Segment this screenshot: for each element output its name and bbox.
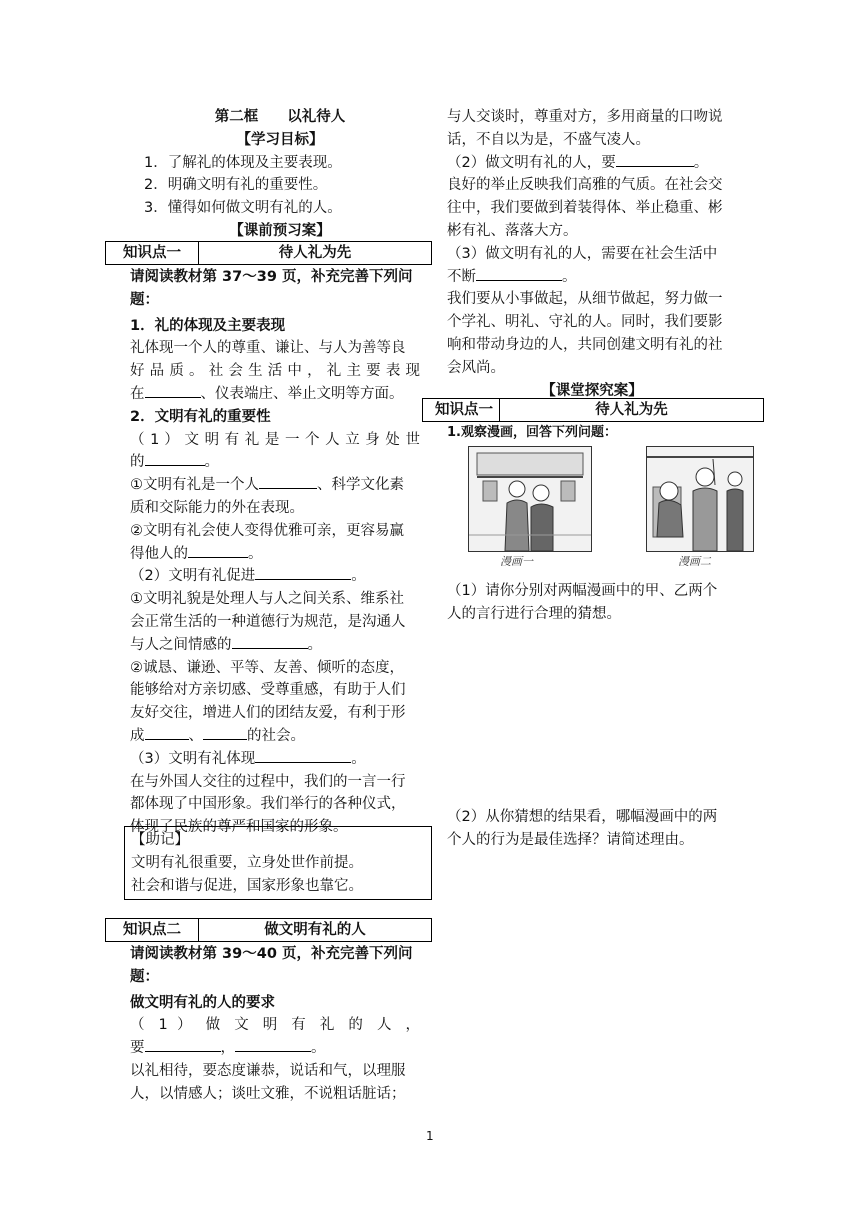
bus-scene-icon xyxy=(647,447,753,551)
text-line: ①文明有礼是一个人 、科学文化素 xyxy=(130,474,420,497)
right-column xyxy=(447,106,737,402)
kp-title: 待人礼为先 xyxy=(595,402,668,418)
kp-title: 做文明有礼的人 xyxy=(264,922,366,938)
cartoon-1-caption: 漫画一 xyxy=(500,555,533,568)
knowledge-point-2-header xyxy=(105,918,432,942)
kp-title: 待人礼为先 xyxy=(278,245,352,261)
text-line: 礼体现一个人的尊重、谦让、与人为善等良 xyxy=(130,340,406,357)
cartoon-2-caption: 漫画二 xyxy=(678,555,711,568)
text-line: （3）文明有礼体现 。 xyxy=(130,748,420,771)
kp-label: 知识点一 xyxy=(106,242,199,264)
text-line: 个人的行为是最佳选择？请简述理由。 xyxy=(447,831,694,848)
text-line: （ 1 ） 做 文 明 有 礼 的 人 ， xyxy=(130,1017,420,1034)
reading-instruction: 请阅读教材第 37～39 页，补充完善下列问题： xyxy=(130,269,413,308)
text-line: 体现了民族的尊严和国家的形象。 xyxy=(130,819,348,836)
text-line: 人的言行进行合理的猜想。 xyxy=(447,605,621,622)
memo-box xyxy=(124,826,432,900)
text-line: 成 、 的社会。 xyxy=(130,725,420,748)
text-line: 在与外国人交往的过程中，我们的一言一行 xyxy=(130,773,406,790)
text-line: （1）请你分别对两幅漫画中的甲、乙两个 xyxy=(447,583,718,599)
knowledge-point-1-header xyxy=(105,241,432,265)
text-line: （3）做文明有礼的人，需要在社会生活中 xyxy=(447,245,718,262)
classroom-knowledge-point-header xyxy=(422,398,764,422)
cartoon-2 xyxy=(646,446,754,552)
text-line: （2）做文明有礼的人，要 。 xyxy=(447,152,737,175)
text-line: 个学礼、明礼、守礼的人。同时，我们要影 xyxy=(447,314,723,331)
text-line: 要 ， 。 xyxy=(130,1037,420,1060)
text-line: 得他人的 。 xyxy=(130,543,420,566)
text-line: 都体现了中国形象。我们举行的各种仪式， xyxy=(130,796,406,813)
bus-scene-icon xyxy=(469,447,591,551)
classroom-heading: 【课堂探究案】 xyxy=(541,382,643,399)
text-line: 往中，我们要做到着装得体、举止稳重、彬 xyxy=(447,200,723,217)
lesson-title: 第二框 以礼待人 xyxy=(214,109,346,125)
text-line: 良好的举止反映我们高雅的气质。在社会交 xyxy=(447,177,723,194)
text-line: （ 1 ） 文 明 有 礼 是 一 个 人 立 身 处 世 xyxy=(130,431,420,448)
text-line: ①文明礼貌是处理人与人之间关系、维系社 xyxy=(130,591,404,608)
section-title: 2．文明有礼的重要性 xyxy=(130,408,271,425)
question-1-part-1 xyxy=(447,580,737,626)
left-column xyxy=(130,106,430,243)
kp-label: 知识点一 xyxy=(423,399,500,421)
memo-line: 文明有礼很重要，立身处世作前提。 xyxy=(131,854,363,871)
text-line: 人，以情感人；谈吐文雅，不说粗话脏话； xyxy=(130,1085,406,1102)
goal-item: 2．明确文明有礼的重要性。 xyxy=(144,177,328,194)
text-line: 会风尚。 xyxy=(447,359,505,376)
text-line: 质和交际能力的外在表现。 xyxy=(130,499,304,516)
memo-title: 【助记】 xyxy=(131,832,189,848)
text-line: 以礼相待，要态度谦恭，说话和气，以理服 xyxy=(130,1062,406,1079)
page-number: 1 xyxy=(426,1129,434,1143)
left-column-body-2 xyxy=(130,943,420,1106)
text-line: 好品质。社会生活中，礼主要表现 xyxy=(130,363,420,380)
question-1-part-2 xyxy=(447,806,737,852)
section-title: 1．礼的体现及主要表现 xyxy=(130,317,286,334)
text-line: 与人交谈时，尊重对方，多用商量的口吻说 xyxy=(447,109,723,125)
text-line: 我们要从小事做起，从细节做起，努力做一 xyxy=(447,291,723,308)
text-line: 不断 。 xyxy=(447,266,737,289)
text-line: 在 、仪表端庄、举止文明等方面。 xyxy=(130,383,420,406)
text-line: 响和带动身边的人，共同创建文明有礼的社 xyxy=(447,336,723,353)
text-line: （2）从你猜想的结果看，哪幅漫画中的两 xyxy=(447,809,718,825)
text-line: 能够给对方亲切感、受尊重感，有助于人们 xyxy=(130,682,406,699)
section-title: 做文明有礼的人的要求 xyxy=(130,994,275,1011)
text-line: 会正常生活的一种道德行为规范，是沟通人 xyxy=(130,613,406,630)
text-line: ②诚恳、谦逊、平等、友善、倾听的态度， xyxy=(130,659,404,676)
text-line: 与人之间情感的 。 xyxy=(130,634,420,657)
preview-heading: 【课前预习案】 xyxy=(229,222,331,239)
text-line: ②文明有礼会使人变得优雅可亲，更容易赢 xyxy=(130,522,404,539)
memo-line: 社会和谐与促进，国家形象也靠它。 xyxy=(131,877,363,894)
goal-item: 3．懂得如何做文明有礼的人。 xyxy=(144,200,342,217)
text-line: （2）文明有礼促进 。 xyxy=(130,565,420,588)
cartoon-1 xyxy=(468,446,592,552)
goals-heading: 【学习目标】 xyxy=(236,131,324,148)
left-column-body xyxy=(130,266,420,839)
kp-label: 知识点二 xyxy=(106,919,199,941)
goal-item: 1．了解礼的体现及主要表现。 xyxy=(144,154,342,171)
question-1: 1.观察漫画，回答下列问题： xyxy=(447,425,617,440)
text-line: 话，不自以为是，不盛气凌人。 xyxy=(447,131,650,148)
text-line: 的 。 xyxy=(130,451,420,474)
text-line: 彬有礼、落落大方。 xyxy=(447,222,578,239)
text-line: 友好交往，增进人们的团结友爱，有利于形 xyxy=(130,705,406,722)
reading-instruction: 请阅读教材第 39～40 页，补充完善下列问题： xyxy=(130,946,413,985)
